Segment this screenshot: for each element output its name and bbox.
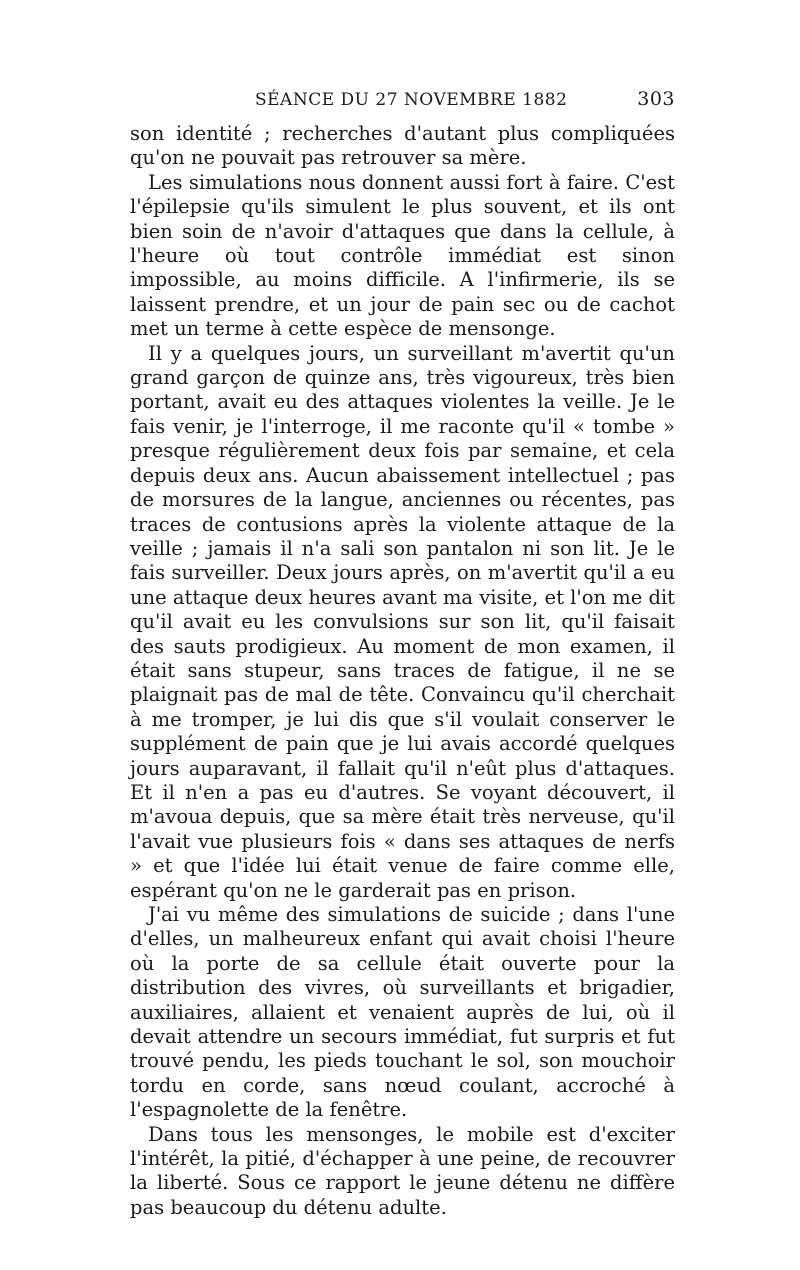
paragraph-surveillant-case: Il y a quelques jours, un surveillant m'avertit qu'un grand garçon de quinze ans, très vigoureux, très bien portant, avait eu des attaques violentes la veille. Je le fais venir, je l'interroge, il me raconte qu'il « tombe » presque régulièrement deux fois par semaine, et cela depuis deux ans. Aucun abaissement intellectuel ; pas de morsures de la langue, anciennes ou récentes, pas traces de contusions après la violente attaque de la veille ; jamais il n'a sali son pantalon ni son lit. Je le fais surveiller. Deux jours après, on m'avertit qu'il a eu une attaque deux heures avant ma visite, et l'on me dit qu'il avait eu les convulsions sur son lit, qu'il faisait des sauts prodigieux. Au moment de mon examen, il était sans stupeur, sans traces de fatigue, il ne se plaignait pas de mal de tête. Convaincu qu'il cherchait à me tromper, je lui dis que s'il voulait conserver le supplément de pain que je lui avais accordé quelques jours auparavant, il fallait qu'il n'eût plus d'attaques. Et il n'en a pas eu d'autres. Se voyant découvert, il m'avoua depuis, que sa mère était très nerveuse, qu'il l'avait vue plusieurs fois « dans ses attaques de nerfs » et que l'idée lui était venue de faire comme elle, espérant qu'on ne le garderait pas en prison.: [130, 341, 675, 902]
page-body: [130, 122, 675, 1220]
paragraph-suicide-simulation: J'ai vu même des simulations de suicide ; dans l'une d'elles, un malheureux enfant qui avait choisi l'heure où la porte de sa cellule était ouverte pour la distribution des vivres, où surveillants et brigadier, auxiliaires, allaient et venaient auprès de lui, où il devait attendre un secours immédiat, fut surpris et fut trouvé pendu, les pieds touchant le sol, son mouchoir tordu en corde, sans nœud coulant, accroché à l'espagnolette de la fenêtre.: [130, 903, 675, 1122]
paragraph-continuation: son identité ; recherches d'autant plus compliquées qu'on ne pouvait pas retrouver sa mère.: [130, 122, 675, 170]
page-number: 303: [637, 88, 675, 110]
running-title: SÉANCE DU 27 NOVEMBRE 1882: [255, 90, 568, 110]
paragraph-simulations: Les simulations nous donnent aussi fort à faire. C'est l'épilepsie qu'ils simulent le plus souvent, et ils ont bien soin de n'avoir d'attaques que dans la cellule, à l'heure où tout contrôle immédiat est sinon impossible, au moins difficile. A l'infirmerie, ils se laissent prendre, et un jour de pain sec ou de cachot met un terme à cette espèce de mensonge.: [130, 170, 675, 341]
book-page: [130, 88, 675, 1220]
running-header: [130, 88, 675, 122]
paragraph-conclusion: Dans tous les mensonges, le mobile est d'exciter l'intérêt, la pitié, d'échapper à une peine, de recouvrer la liberté. Sous ce rapport le jeune détenu ne diffère pas beaucoup du détenu adulte.: [130, 1122, 675, 1219]
